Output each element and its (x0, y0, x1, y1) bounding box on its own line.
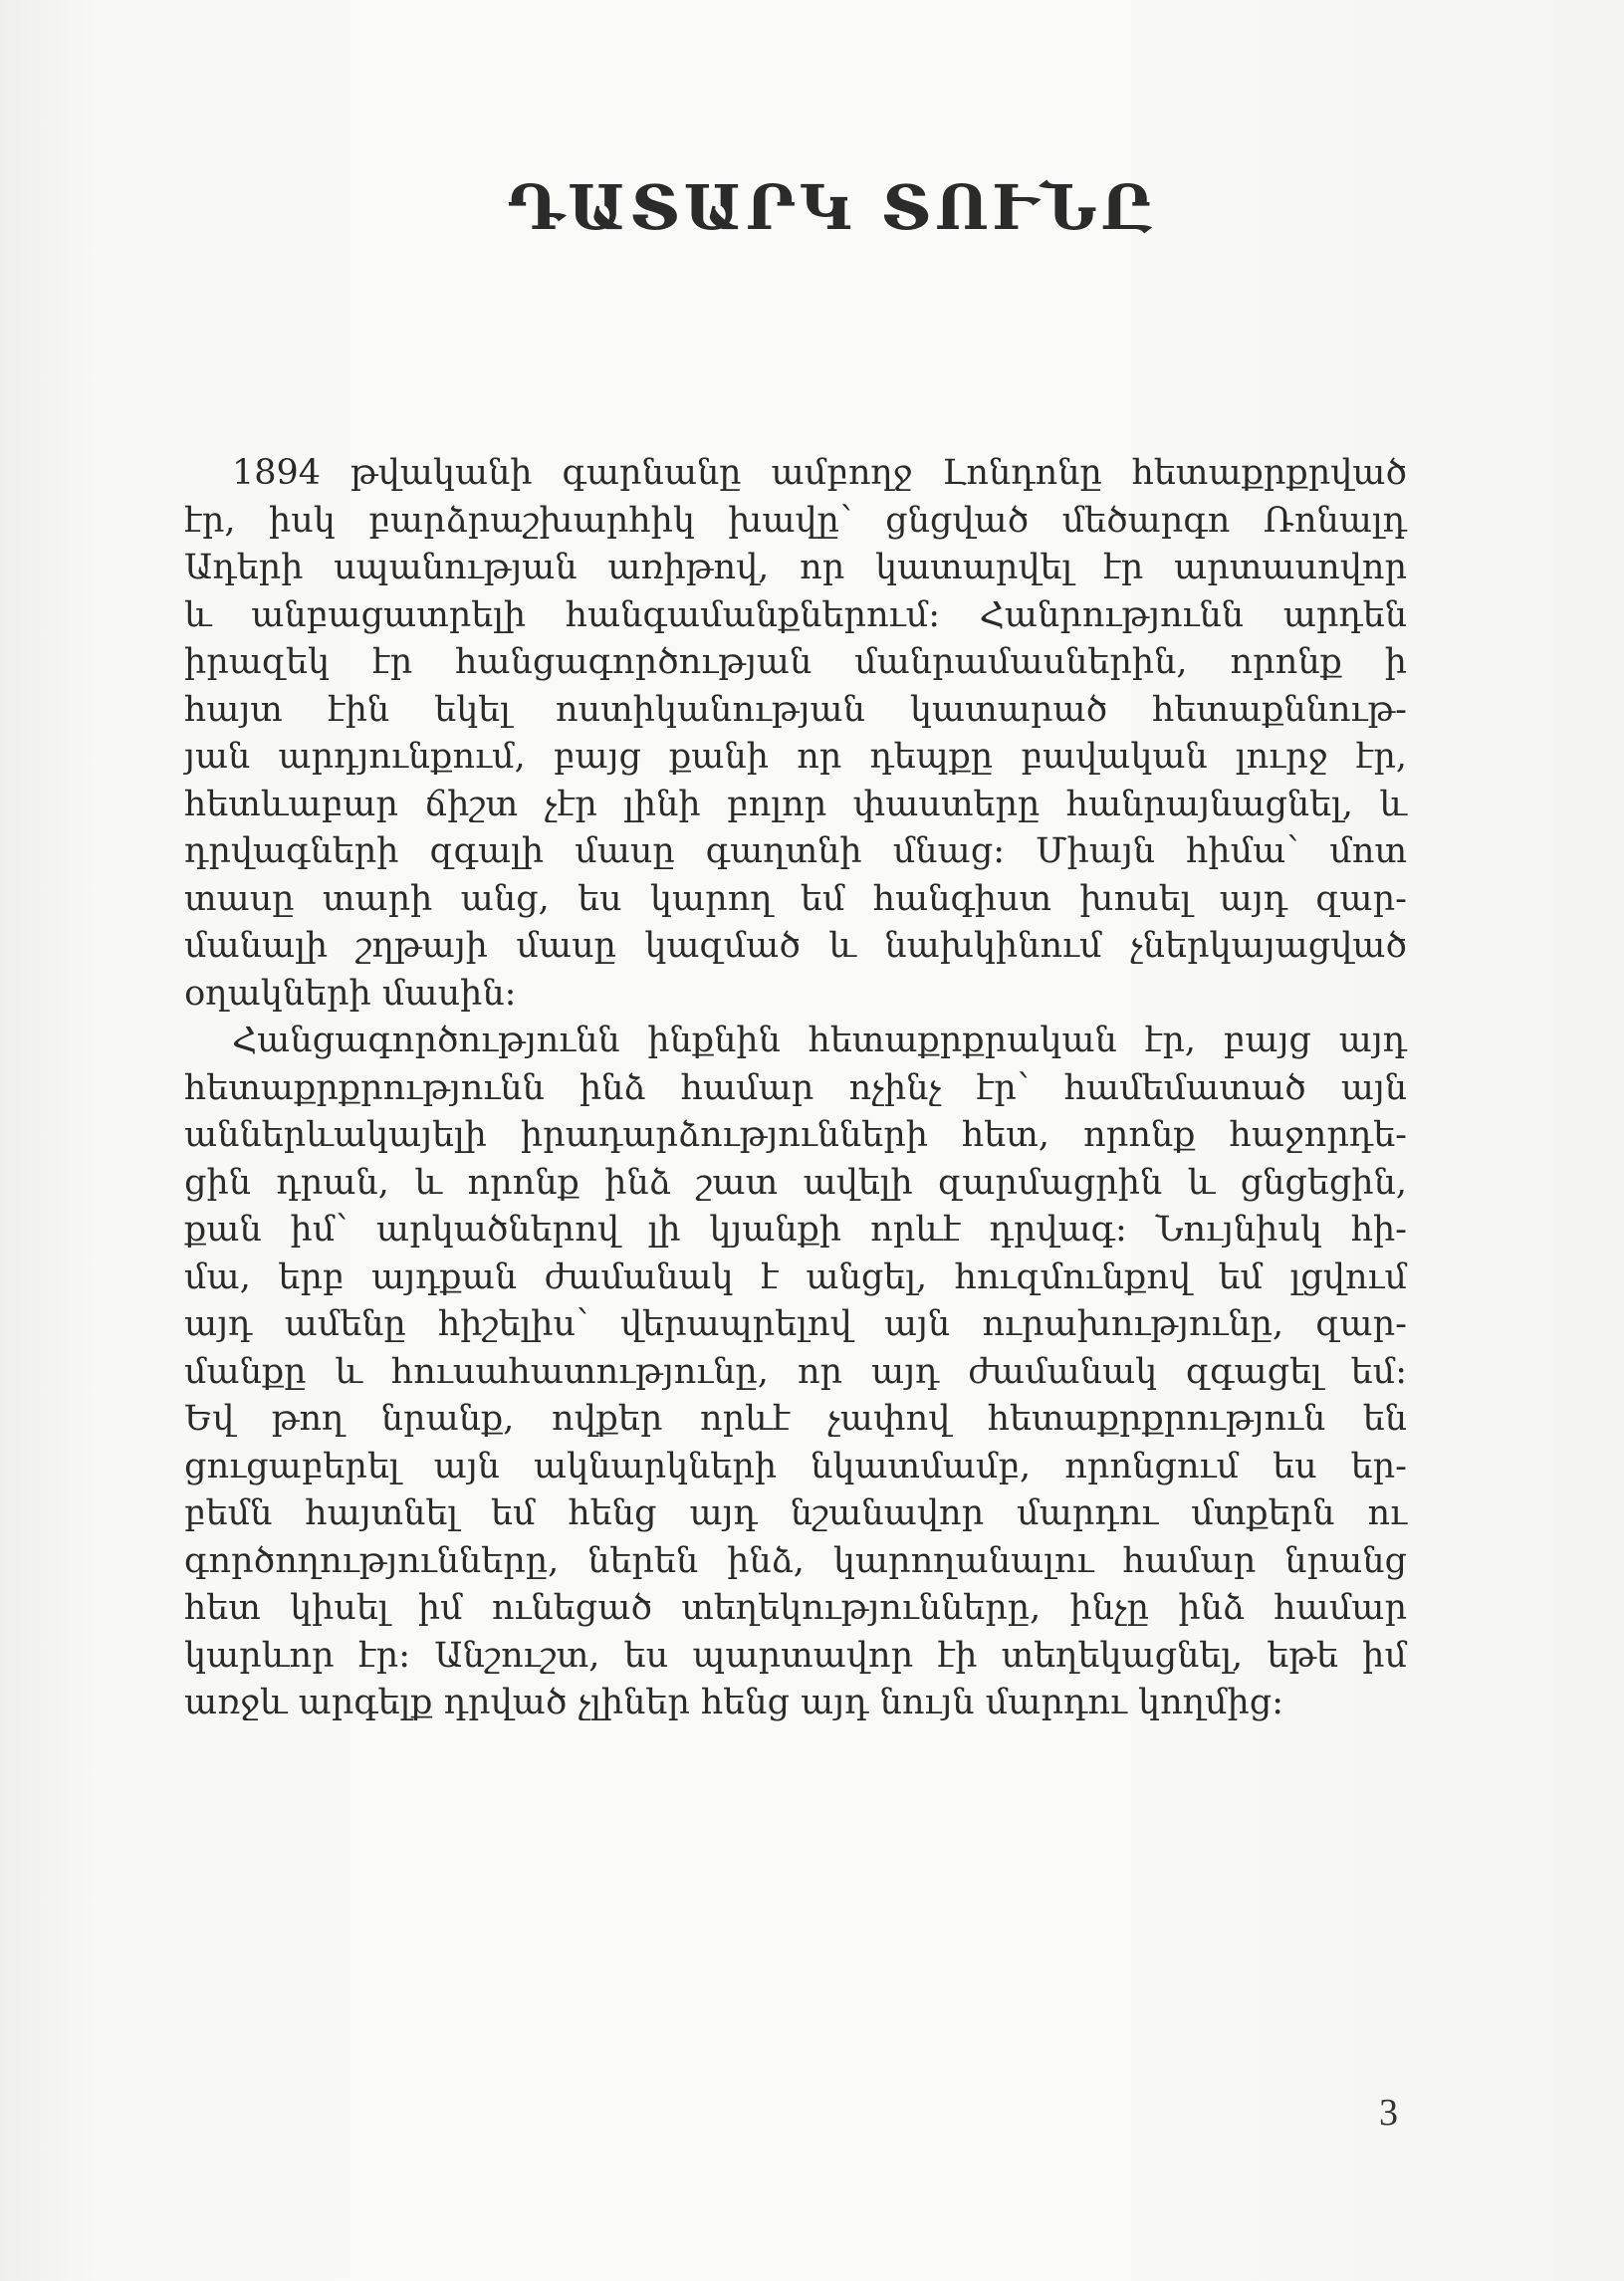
text-line: մանալի շղթայի մասը կազմած և նախկինում չներկայացված (184, 926, 1407, 966)
paragraph-1 (184, 450, 1407, 1018)
text-line: հետևաբար ճիշտ չէր լինի բոլոր փաստերը հանրայնացնել, և (184, 784, 1407, 824)
text-line: այդ ամենը հիշելիս՝ վերապրելով այն ուրախությունը, զար- (184, 1304, 1407, 1344)
text-line: Հանցագործությունն ինքնին հետաքրքրական էր, բայց այդ (232, 1021, 1407, 1060)
text-line: և անբացատրելի հանգամանքներում: Հանրությունն արդեն (184, 594, 1407, 635)
page-number: 3 (1379, 2092, 1398, 2134)
text-line: հայտ էին եկել ոստիկանության կատարած հետաքննութ- (184, 689, 1407, 730)
text-line: օղակների մասին: (184, 973, 517, 1014)
body-text (184, 450, 1407, 1727)
text-line: 1894 թվականի գարնանը ամբողջ Լոնդոնը հետաքրքրված (232, 453, 1407, 493)
text-line: իրազեկ էր հանցագործության մանրամասներին, որոնք ի (184, 642, 1407, 682)
text-line: մանքը և հուսահատությունը, որ այդ ժամանակ զգացել եմ: (184, 1351, 1407, 1392)
text-line: աններևակայելի իրադարձությունների հետ, որոնք հաջորդե- (184, 1115, 1407, 1155)
text-line: առջև արգելք դրված չլիներ հենց այդ նույն մարդու կողմից: (184, 1683, 1284, 1722)
text-line: քան իմ՝ արկածներով լի կյանքի որևէ դրվագ: Նույնիսկ հի- (184, 1210, 1407, 1250)
text-line: կարևոր էր: Անշուշտ, ես պարտավոր էի տեղեկացնել, եթե իմ (184, 1635, 1407, 1676)
text-line: Եվ թող նրանք, ովքեր որևէ չափով հետաքրքրություն են (184, 1399, 1407, 1439)
text-line: հետ կիսել իմ ունեցած տեղեկությունները, ինչը ինձ համար (184, 1588, 1407, 1628)
chapter-title: ԴԱՏԱՐԿ ՏՈՒՆԸ (507, 170, 1157, 244)
text-line: էր, իսկ բարձրաշխարհիկ խավը՝ ցնցված մեծարգո Ռոնալդ (184, 500, 1407, 541)
text-line: ցին դրան, և որոնք ինձ շատ ավելի զարմացրին և ցնցեցին, (184, 1162, 1407, 1203)
text-line: տասը տարի անց, ես կարող եմ հանգիստ խոսել այդ զար- (184, 878, 1407, 919)
text-line: բեմն հայտնել եմ հենց այդ նշանավոր մարդու մտքերն ու (184, 1493, 1407, 1533)
text-line: մա, երբ այդքան ժամանակ է անցել, հուզմունքով եմ լցվում (184, 1256, 1407, 1297)
text-line: դրվագների զգալի մասը գաղտնի մնաց: Միայն հիմա՝ մոտ (184, 831, 1407, 871)
text-line: ցուցաբերել այն ակնարկների նկատմամբ, որոնցում ես եր- (184, 1446, 1407, 1486)
text-line: յան արդյունքում, բայց քանի որ դեպքը բավական լուրջ էր, (184, 737, 1407, 777)
text-line: հետաքրքրությունն ինձ համար ոչինչ էր՝ համեմատած այն (184, 1067, 1407, 1108)
text-line: Ադերի սպանության առիթով, որ կատարվել էր արտասովոր (184, 548, 1407, 587)
paragraph-2 (184, 1018, 1407, 1727)
text-line: գործողությունները, ներեն ինձ, կարողանալու համար նրանց (184, 1540, 1407, 1581)
